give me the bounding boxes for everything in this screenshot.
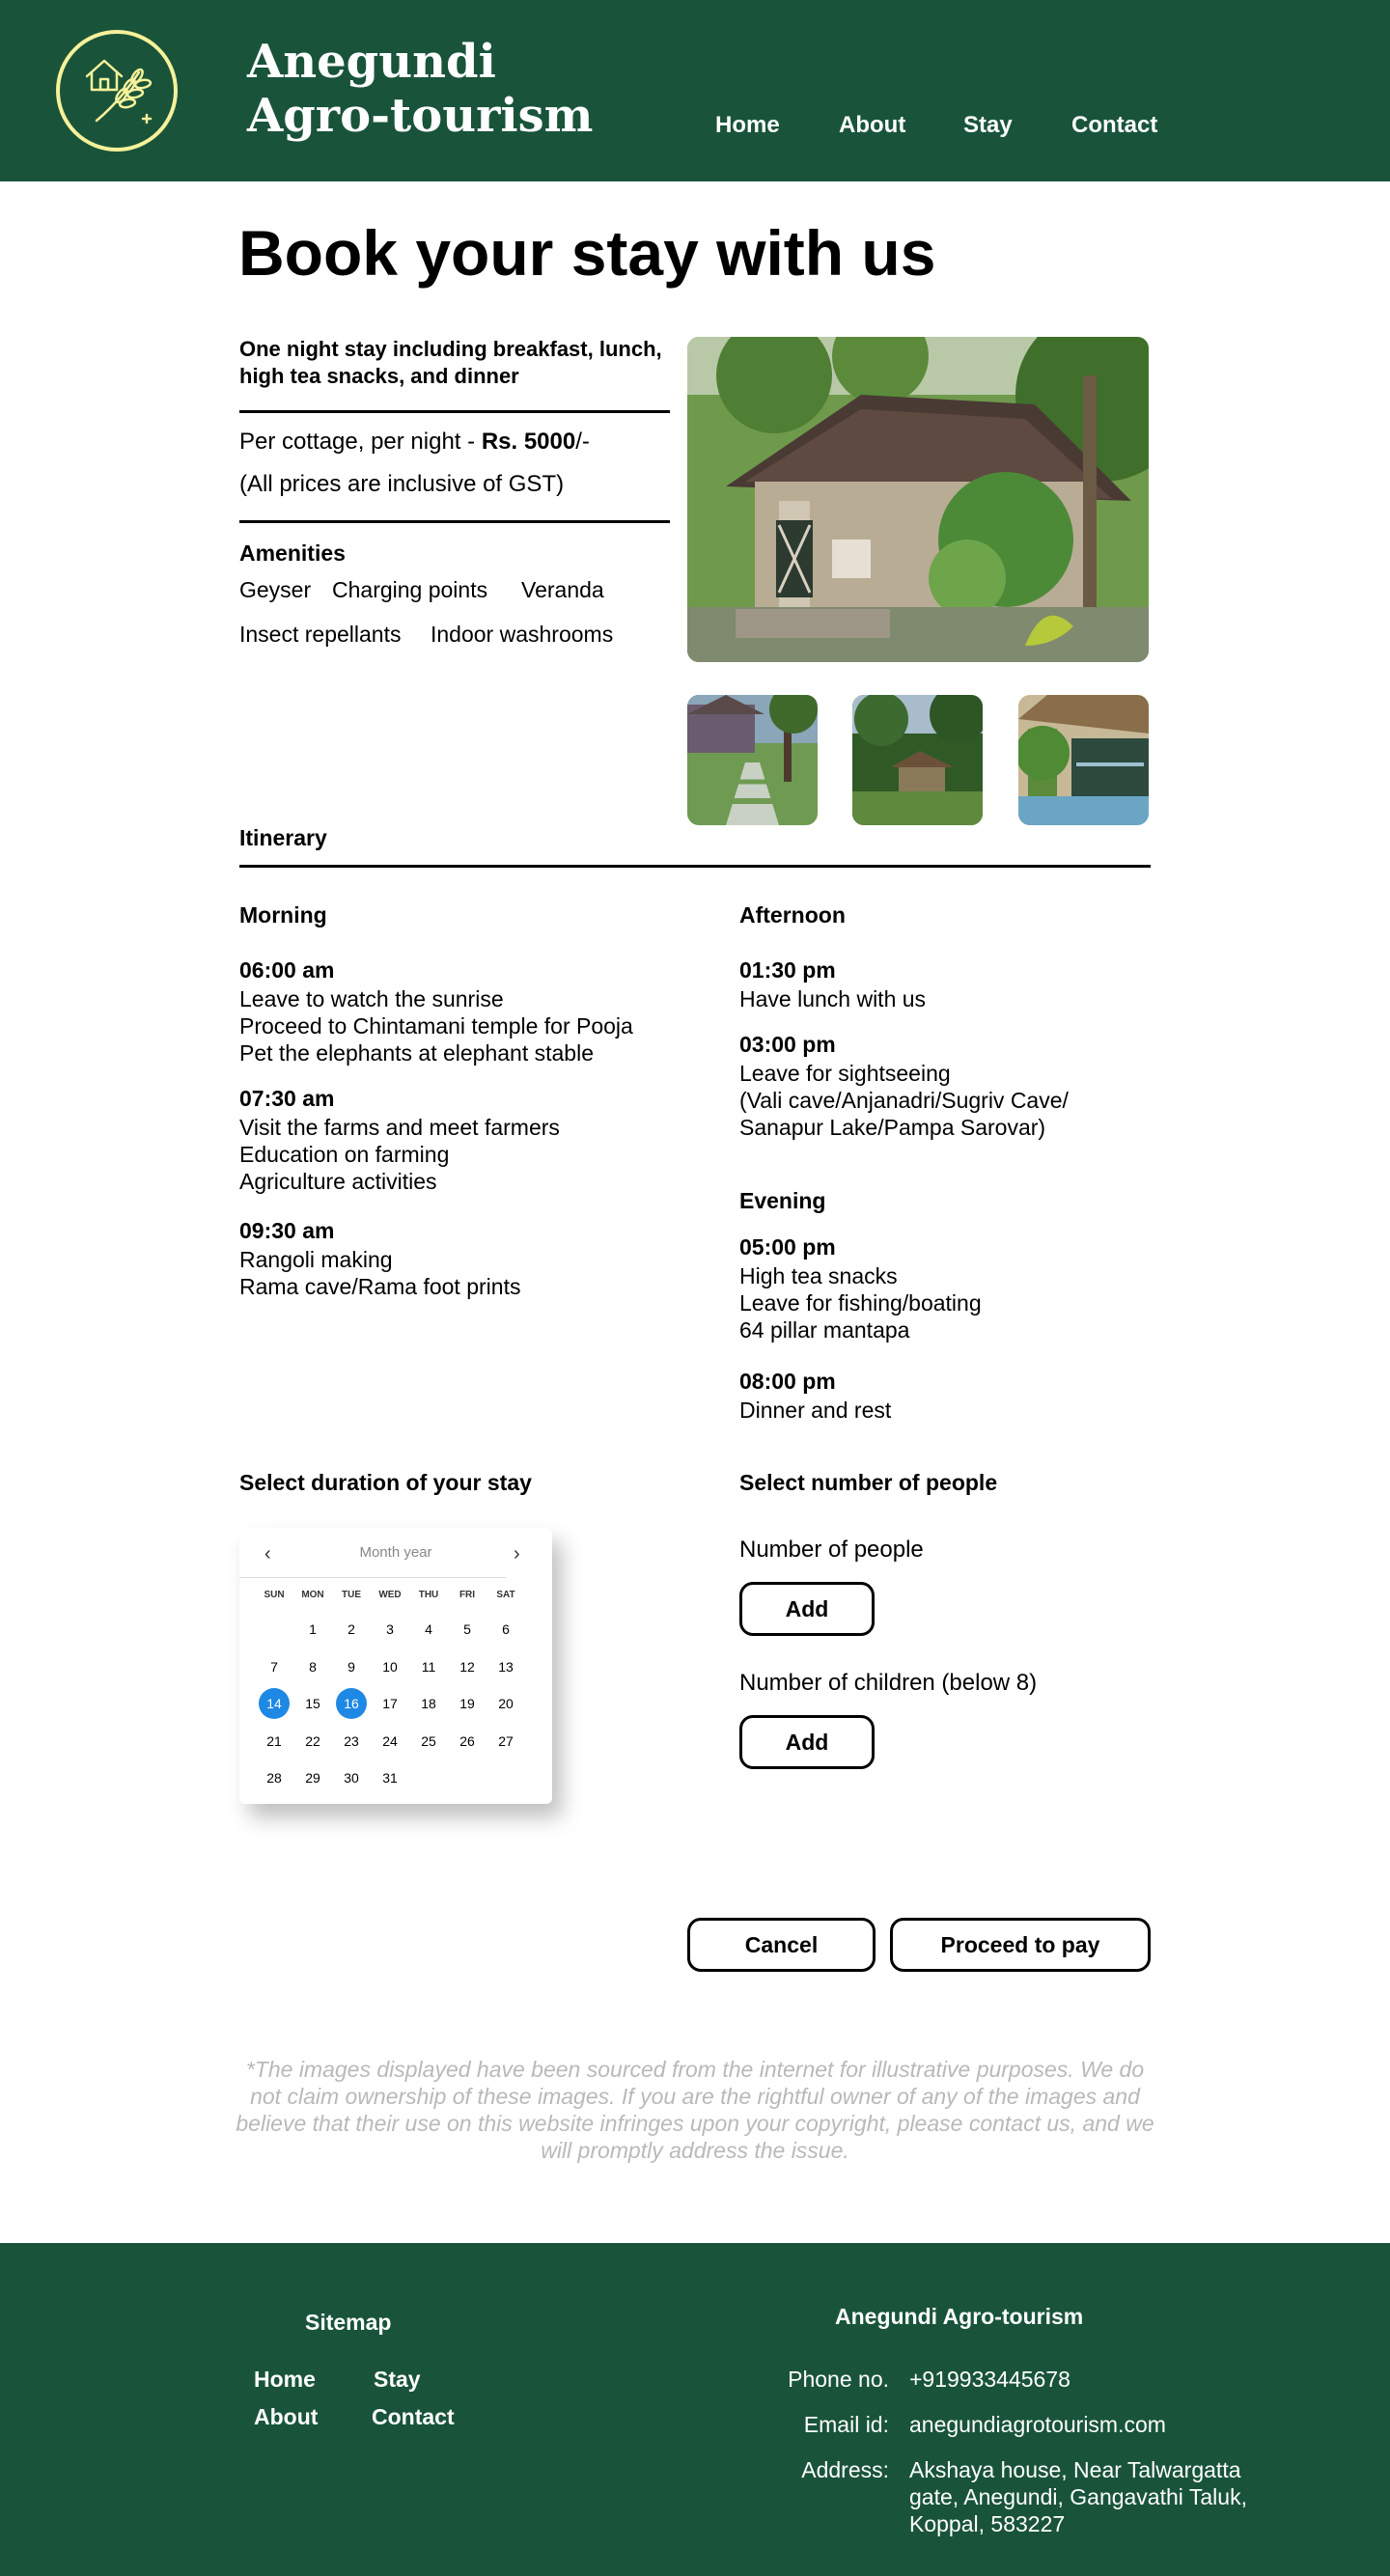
calendar-day-selected[interactable]: 14	[259, 1688, 290, 1719]
price-value: Rs. 5000	[481, 429, 576, 455]
time-slot: 05:00 pm	[739, 1234, 836, 1260]
weekday-label: WED	[378, 1590, 402, 1600]
footer-link-contact[interactable]: Contact	[372, 2404, 455, 2429]
logo[interactable]	[56, 30, 178, 152]
time-slot: 08:00 pm	[739, 1369, 836, 1394]
brand-line-1: Anegundi	[247, 35, 496, 89]
nav-stay[interactable]: Stay	[963, 112, 1013, 138]
activity: Visit the farms and meet farmers	[239, 1115, 560, 1140]
activity: Leave for sightseeing	[739, 1061, 951, 1086]
activity: Proceed to Chintamani temple for Pooja	[239, 1013, 633, 1039]
calendar-day[interactable]: 19	[459, 1696, 475, 1711]
calendar-day[interactable]: 9	[348, 1658, 355, 1675]
price-line	[239, 429, 590, 456]
weekday-label: THU	[418, 1590, 439, 1600]
activity: Sanapur Lake/Pampa Sarovar)	[739, 1115, 1046, 1140]
time-slot: 06:00 am	[239, 957, 335, 983]
calendar-day[interactable]: 23	[344, 1732, 359, 1749]
calendar-day[interactable]: 1	[309, 1621, 317, 1637]
amenity-item: Veranda	[521, 577, 604, 602]
amenity-item: Charging points	[332, 577, 488, 602]
weekday-label: FRI	[459, 1590, 476, 1600]
calendar-month-label: Month year	[359, 1544, 432, 1561]
divider	[239, 865, 1151, 868]
calendar-day[interactable]: 4	[425, 1621, 432, 1637]
company-name: Anegundi Agro-tourism	[835, 2304, 1084, 2329]
calendar-day[interactable]: 25	[421, 1732, 436, 1749]
activity: Rama cave/Rama foot prints	[239, 1274, 521, 1299]
date-picker[interactable]	[239, 1528, 552, 1804]
cancel-button[interactable]: Cancel	[687, 1918, 876, 1972]
cottage-main-photo[interactable]	[687, 337, 1149, 662]
divider	[239, 520, 670, 523]
duration-title: Select duration of your stay	[239, 1470, 532, 1495]
time-slot: 01:30 pm	[739, 957, 836, 983]
itinerary-title: Itinerary	[239, 825, 327, 850]
calendar-day[interactable]: 17	[382, 1696, 398, 1711]
amenity-item: Indoor washrooms	[431, 622, 614, 647]
divider	[239, 410, 670, 413]
garden-path-photo[interactable]	[687, 695, 818, 825]
divider	[239, 1577, 506, 1578]
site-header	[0, 0, 1390, 181]
amenity-item: Geyser	[239, 577, 312, 602]
activity: 64 pillar mantapa	[739, 1317, 910, 1343]
calendar-day-selected[interactable]: 16	[336, 1688, 367, 1719]
calendar-day[interactable]: 26	[459, 1732, 475, 1749]
evening-heading: Evening	[739, 1188, 826, 1213]
proceed-to-pay-button[interactable]: Proceed to pay	[890, 1918, 1151, 1972]
time-slot: 07:30 am	[239, 1086, 335, 1111]
address-line: Koppal, 583227	[909, 2511, 1066, 2536]
add-people-button[interactable]: Add	[739, 1582, 875, 1636]
calendar-day[interactable]: 13	[498, 1658, 514, 1675]
garden-cottage-photo[interactable]	[852, 695, 983, 825]
calendar-day[interactable]: 3	[386, 1621, 394, 1637]
people-title: Select number of people	[739, 1470, 998, 1495]
site-footer	[0, 2243, 1390, 2576]
calendar-day[interactable]: 6	[502, 1621, 510, 1637]
activity: Leave to watch the sunrise	[239, 986, 504, 1011]
price-suffix: /-	[575, 429, 590, 455]
footer-link-home[interactable]: Home	[254, 2367, 316, 2392]
calendar-day[interactable]: 5	[463, 1621, 471, 1637]
calendar-day[interactable]: 28	[266, 1770, 282, 1786]
calendar-day[interactable]: 15	[305, 1696, 320, 1711]
weekday-label: TUE	[342, 1590, 361, 1600]
activity: Rangoli making	[239, 1247, 393, 1272]
activity: Leave for fishing/boating	[739, 1290, 982, 1316]
email-label: Email id:	[803, 2412, 889, 2437]
chevron-right-icon[interactable]: ›	[514, 1543, 520, 1565]
sitemap-title: Sitemap	[305, 2310, 392, 2335]
activity: Have lunch with us	[739, 986, 927, 1011]
calendar-day[interactable]: 10	[382, 1658, 398, 1675]
gst-note: (All prices are inclusive of GST)	[239, 471, 565, 497]
calendar-day[interactable]: 24	[382, 1732, 398, 1749]
calendar-day[interactable]: 12	[459, 1658, 475, 1675]
time-slot: 09:30 am	[239, 1218, 335, 1243]
activity: Dinner and rest	[739, 1398, 892, 1423]
nav-home[interactable]: Home	[715, 112, 780, 138]
weekday-label: MON	[301, 1590, 324, 1600]
amenities-title: Amenities	[239, 540, 346, 566]
calendar-day[interactable]: 21	[266, 1732, 282, 1749]
afternoon-heading: Afternoon	[739, 902, 846, 928]
weekday-label: SAT	[496, 1590, 515, 1600]
nav-contact[interactable]: Contact	[1071, 112, 1158, 138]
time-slot: 03:00 pm	[739, 1032, 836, 1057]
calendar-day[interactable]: 31	[382, 1770, 398, 1786]
weekday-label: SUN	[264, 1590, 285, 1600]
page-title: Book your stay with us	[238, 217, 936, 289]
price-prefix: Per cottage, per night -	[239, 429, 482, 455]
image-disclaimer: *The images displayed have been sourced from the internet for illustrative purposes. We do not claim ownership of these images. If you are the rightful owner of any of the images and believe that their use on this website infringes upon your copyright, please contact us, and we will promptly address the issue.	[236, 2057, 1154, 2163]
footer-link-about[interactable]: About	[254, 2404, 319, 2429]
children-label: Number of children (below 8)	[739, 1670, 1038, 1696]
activity: Agriculture activities	[239, 1169, 437, 1194]
brand-line-2: Agro-tourism	[247, 89, 594, 143]
address-label: Address:	[801, 2457, 889, 2482]
calendar-day[interactable]: 27	[498, 1732, 514, 1749]
activity: Pet the elephants at elephant stable	[239, 1040, 595, 1066]
offer-title: One night stay including breakfast, lunch, high tea snacks, and dinner	[239, 337, 662, 388]
address-line: Akshaya house, Near Talwargatta	[909, 2457, 1241, 2482]
veranda-photo[interactable]	[1018, 695, 1149, 825]
calendar-day[interactable]: 20	[498, 1696, 514, 1711]
house-wheat-icon	[60, 34, 174, 148]
nav-about[interactable]: About	[839, 112, 906, 138]
email-value: anegundiagrotourism.com	[909, 2412, 1166, 2437]
calendar-day[interactable]: 7	[270, 1658, 278, 1675]
calendar-day[interactable]: 22	[305, 1732, 320, 1749]
calendar-day[interactable]: 2	[348, 1621, 355, 1637]
footer-link-stay[interactable]: Stay	[374, 2367, 421, 2392]
phone-label: Phone no.	[788, 2367, 889, 2392]
activity: Education on farming	[239, 1142, 450, 1167]
activity: High tea snacks	[739, 1263, 898, 1288]
activity: (Vali cave/Anjanadri/Sugriv Cave/	[739, 1088, 1069, 1113]
address-line: gate, Anegundi, Gangavathi Taluk,	[909, 2484, 1247, 2509]
calendar-day[interactable]: 8	[309, 1658, 317, 1675]
people-label: Number of people	[739, 1537, 924, 1563]
add-children-button[interactable]: Add	[739, 1715, 875, 1769]
calendar-day[interactable]: 18	[421, 1696, 436, 1711]
calendar-day[interactable]: 11	[421, 1658, 436, 1675]
amenity-item: Insect repellants	[239, 622, 402, 647]
calendar-day[interactable]: 30	[344, 1770, 359, 1786]
chevron-left-icon[interactable]: ‹	[264, 1543, 271, 1565]
morning-heading: Morning	[239, 902, 327, 928]
brand-name	[247, 35, 593, 143]
phone-value: +919933445678	[909, 2367, 1070, 2392]
calendar-day[interactable]: 29	[305, 1770, 320, 1786]
